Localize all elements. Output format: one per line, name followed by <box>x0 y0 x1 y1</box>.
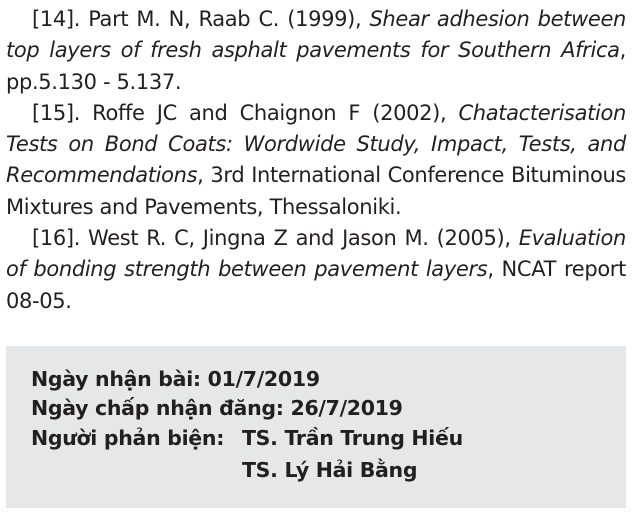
reference-title: Evaluation of bonding strength between pavement layers <box>6 226 626 282</box>
reference-tail: , 3rd International Conference Bituminous Mixtures and Pavements, Thessaloniki. <box>6 163 626 219</box>
reference-lead: [15]. Roffe JC and Chaignon F (2002), <box>32 100 459 125</box>
reference-tail: , pp.5.130 - 5.137. <box>6 38 626 94</box>
reviewer-name: TS. Trần Trung Hiếu <box>242 426 463 450</box>
reference-list <box>6 4 626 317</box>
reference-item-16 <box>6 223 626 317</box>
reference-title: Chatacterisation Tests on Bond Coats: Wordwide Study, Impact, Tests, and Recommendations <box>6 100 626 188</box>
reference-lead: [16]. West R. C, Jingna Z and Jason M. (2005), <box>32 226 519 251</box>
received-date: Ngày nhận bài: 01/7/2019 <box>31 367 320 391</box>
reviewer-label: Người phản biện: <box>31 426 225 450</box>
reference-tail: , NCAT report 08-05. <box>6 257 626 313</box>
accepted-date: Ngày chấp nhận đăng: 26/7/2019 <box>31 396 403 420</box>
reviewers-row <box>31 426 463 450</box>
reviewer-name-second: TS. Lý Hải Bằng <box>242 458 418 482</box>
reference-lead: [14]. Part M. N, Raab C. (1999), <box>32 7 370 31</box>
reference-item-14 <box>6 4 626 98</box>
reference-item-15 <box>6 98 626 223</box>
article-info-box <box>6 346 626 508</box>
reference-title: Shear adhesion between top layers of fresh asphalt pavements for Southern Africa <box>6 7 626 63</box>
